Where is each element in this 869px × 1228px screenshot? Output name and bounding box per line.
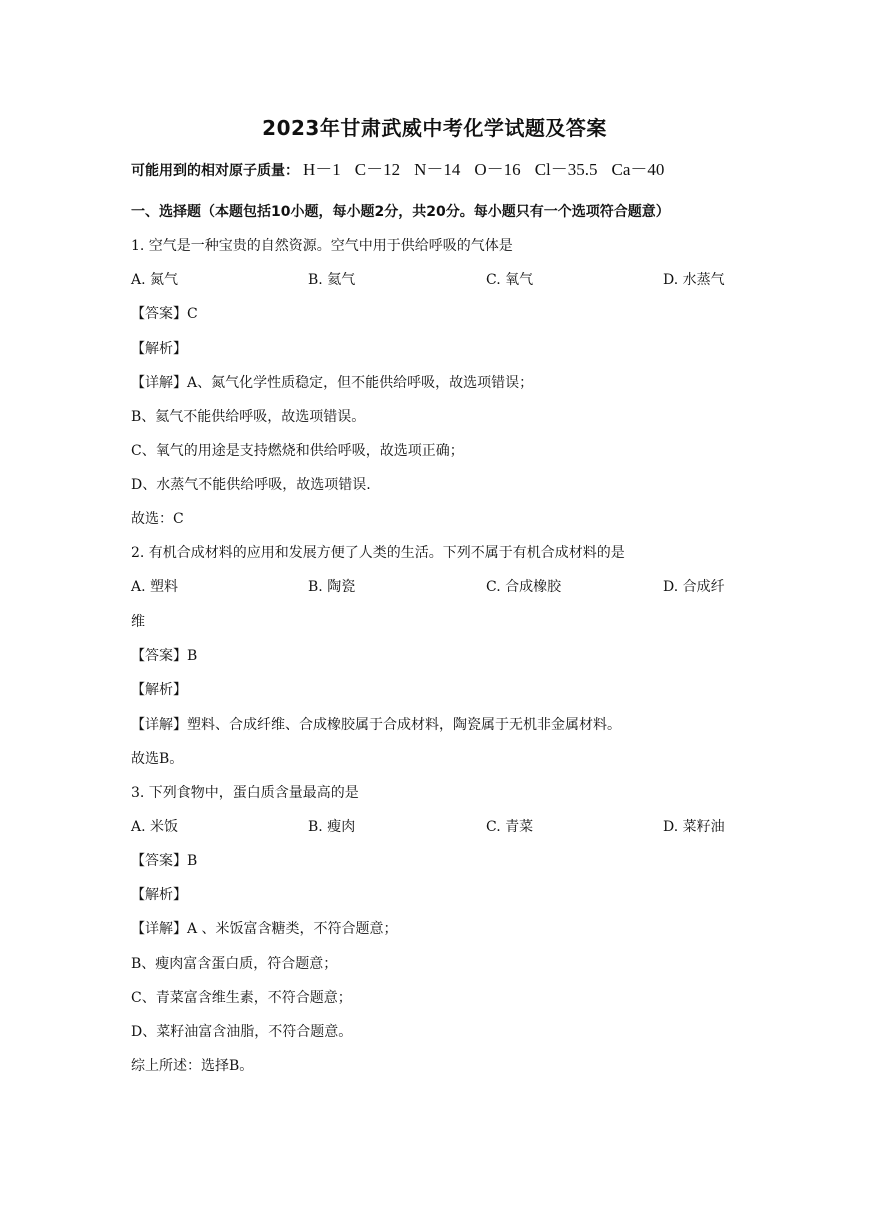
q2-conclusion: 故选B。 bbox=[131, 751, 184, 767]
q3-analysis: 【解析】 bbox=[131, 887, 187, 903]
mass-cl: Cl－35.5 bbox=[534, 160, 598, 179]
q1-option-c: C. 氧气 bbox=[486, 272, 534, 288]
q1-option-b: B. 氦气 bbox=[308, 272, 356, 288]
q3-option-b: B. 瘦肉 bbox=[308, 819, 356, 835]
q3-option-c: C. 青菜 bbox=[486, 819, 534, 835]
atomic-masses-label: 可能用到的相对原子质量： bbox=[131, 163, 299, 179]
q2-option-d: D. 合成纤 bbox=[663, 579, 725, 595]
q2-option-wrap: 维 bbox=[131, 614, 145, 630]
page-title: 2023年甘肃武威中考化学试题及答案 bbox=[262, 116, 607, 140]
q2-option-a: A. 塑料 bbox=[131, 579, 179, 595]
q3-detail-1: 【详解】A 、米饭富含糖类，不符合题意； bbox=[131, 921, 398, 937]
q3-option-a: A. 米饭 bbox=[131, 819, 179, 835]
q1-option-a: A. 氮气 bbox=[131, 272, 179, 288]
q3-answer: 【答案】B bbox=[131, 853, 198, 869]
q2-option-c: C. 合成橡胶 bbox=[486, 579, 562, 595]
q1-answer: 【答案】C bbox=[131, 306, 198, 322]
mass-c: C－12 bbox=[354, 160, 401, 179]
q1-analysis: 【解析】 bbox=[131, 341, 187, 357]
mass-o: O－16 bbox=[474, 160, 521, 179]
q2-analysis: 【解析】 bbox=[131, 682, 187, 698]
q3-option-d: D. 菜籽油 bbox=[663, 819, 725, 835]
q3-stem: 3. 下列食物中，蛋白质含量最高的是 bbox=[131, 785, 359, 801]
atomic-masses-row bbox=[131, 161, 678, 180]
q1-conclusion: 故选：C bbox=[131, 511, 184, 527]
q1-detail-2: B、氦气不能供给呼吸，故选项错误。 bbox=[131, 409, 366, 425]
q1-detail-4: D、水蒸气不能供给呼吸，故选项错误. bbox=[131, 477, 371, 493]
q2-stem: 2. 有机合成材料的应用和发展方便了人类的生活。下列不属于有机合成材料的是 bbox=[131, 545, 625, 561]
q1-detail-3: C、氧气的用途是支持燃烧和供给呼吸，故选项正确； bbox=[131, 443, 464, 459]
q3-detail-2: B、瘦肉富含蛋白质，符合题意； bbox=[131, 956, 338, 972]
q3-conclusion: 综上所述：选择B。 bbox=[131, 1058, 254, 1074]
q1-stem: 1. 空气是一种宝贵的自然资源。空气中用于供给呼吸的气体是 bbox=[131, 238, 513, 254]
q3-detail-4: D、菜籽油富含油脂，不符合题意。 bbox=[131, 1024, 353, 1040]
atomic-masses-values bbox=[303, 160, 678, 179]
q2-detail-1: 【详解】塑料、合成纤维、合成橡胶属于合成材料，陶瓷属于无机非金属材料。 bbox=[131, 717, 621, 733]
mass-ca: Ca－40 bbox=[611, 160, 665, 179]
section-heading: 一、选择题（本题包括10小题，每小题2分，共20分。每小题只有一个选项符合题意） bbox=[131, 204, 670, 220]
mass-h: H－1 bbox=[303, 160, 341, 179]
mass-n: N－14 bbox=[414, 160, 461, 179]
q2-answer: 【答案】B bbox=[131, 648, 198, 664]
q1-option-d: D. 水蒸气 bbox=[663, 272, 725, 288]
q3-detail-3: C、青菜富含维生素，不符合题意； bbox=[131, 990, 352, 1006]
q1-detail-1: 【详解】A、氮气化学性质稳定，但不能供给呼吸，故选项错误； bbox=[131, 375, 534, 391]
q2-option-b: B. 陶瓷 bbox=[308, 579, 356, 595]
